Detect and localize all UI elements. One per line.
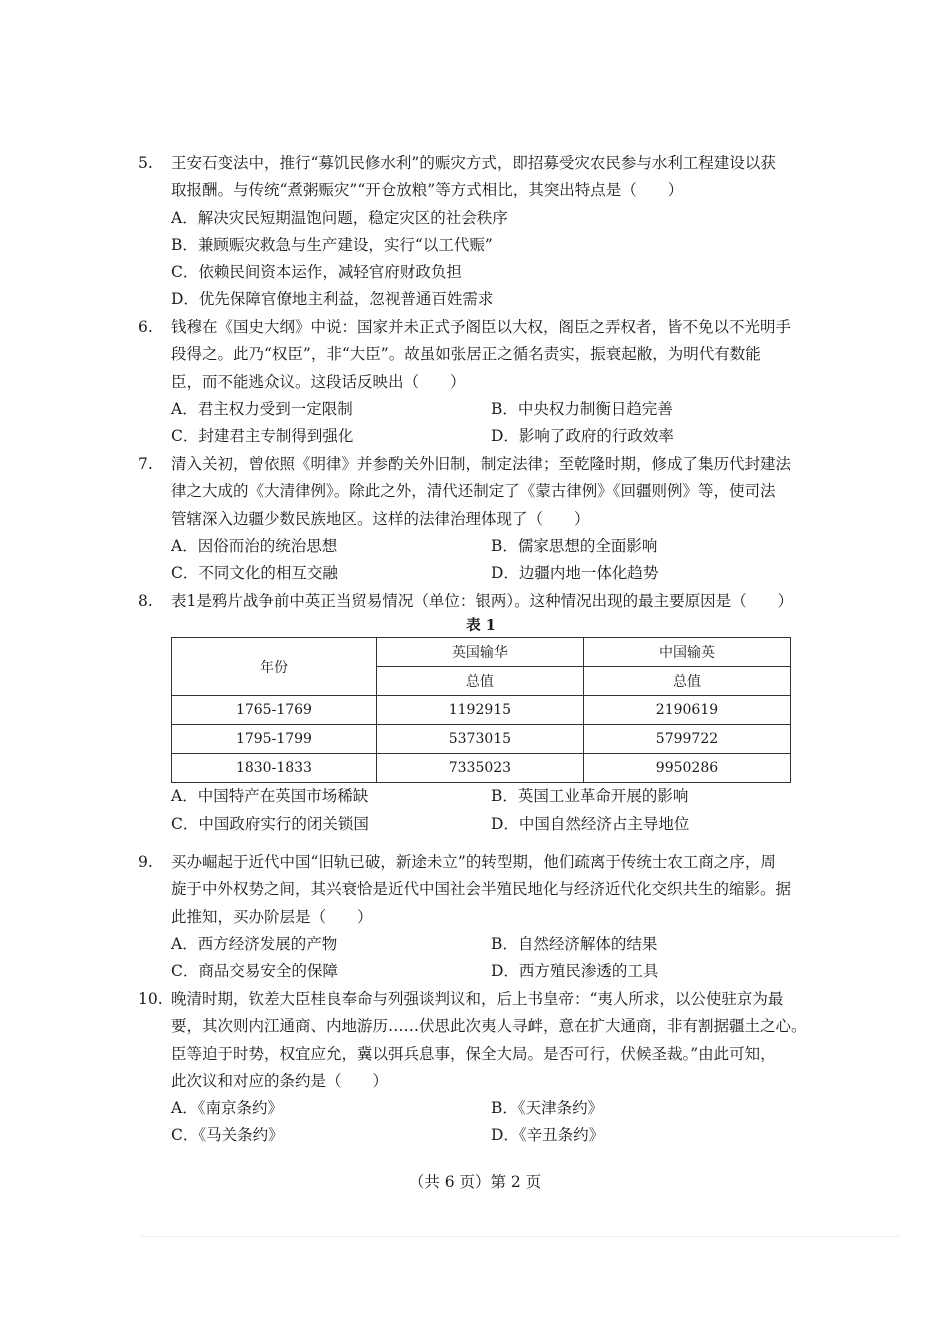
option-d: D．西方殖民渗透的工具: [491, 962, 659, 981]
stem-line: 此次议和对应的条约是（ ）: [171, 1071, 389, 1090]
option-c: C．封建君主专制得到强化: [171, 427, 354, 446]
option-b: B．儒家思想的全面影响: [491, 536, 658, 555]
question-5: [138, 150, 818, 314]
option-row: [171, 1122, 818, 1149]
option-c: C．中国政府实行的闭关锁国: [171, 814, 369, 833]
stem-line: 此推知，买办阶层是（ ）: [171, 907, 373, 926]
option-a: A．君主权力受到一定限制: [171, 399, 353, 418]
stem-line: 律之大成的《大清律例》。除此之外，清代还制定了《蒙古律例》《回疆则例》等，使司法: [171, 482, 776, 501]
question-stem: [171, 150, 818, 205]
cell-year: 1830-1833: [172, 754, 377, 783]
stem-line: 旋于中外权势之间，其兴衰恰是近代中国社会半殖民地化与经济近代化交织共生的缩影。据: [171, 880, 792, 899]
option-row: [171, 811, 818, 838]
option-row: [171, 958, 818, 985]
subheader-total: 总值: [376, 667, 583, 696]
question-number: 9.: [138, 853, 153, 871]
option-row: [171, 533, 818, 560]
option-d: D．《辛丑条约》: [491, 1126, 605, 1145]
question-number: 10.: [138, 990, 163, 1008]
option-b: B．自然经济解体的结果: [491, 934, 658, 953]
trade-table: [171, 637, 791, 783]
page-footer: （共 6 页）第 2 页: [408, 1173, 542, 1191]
stem-line: 钱穆在《国史大纲》中说：国家并未正式予阁臣以大权，阁臣之弄权者，皆不免以不光明手: [171, 318, 792, 336]
question-10: [138, 986, 818, 1150]
question-stem: [171, 588, 818, 615]
question-number: 7.: [138, 455, 153, 473]
table-row: [172, 725, 791, 754]
option-c: C．不同文化的相互交融: [171, 564, 338, 583]
option-a: A．因俗而治的统治思想: [171, 536, 338, 555]
question-8: [138, 588, 818, 838]
question-stem: [171, 451, 818, 533]
stem-line: 臣等迫于时势，权宜应允，冀以弭兵息事，保全大局。是否可行，伏候圣裁。”由此可知，: [171, 1044, 776, 1063]
stem-line: 取报酬。与传统“煮粥赈灾”“开仓放粮”等方式相比，其突出特点是（ ）: [171, 181, 684, 200]
question-stem: [171, 849, 818, 931]
divider: [140, 1236, 900, 1237]
cell-uk-value: 7335023: [376, 754, 583, 783]
option-row: [171, 423, 818, 450]
option-b: B．中央权力制衡日趋完善: [491, 399, 673, 418]
cell-cn-value: 2190619: [583, 696, 790, 725]
cell-year: 1765-1769: [172, 696, 377, 725]
option-row: [171, 783, 818, 810]
question-9: [138, 849, 818, 985]
question-number: 6.: [138, 318, 153, 336]
cell-cn-value: 5799722: [583, 725, 790, 754]
cell-uk-value: 1192915: [376, 696, 583, 725]
question-7: [138, 451, 818, 587]
option-d: D．影响了政府的行政效率: [491, 427, 674, 446]
option-a: A．《南京条约》: [171, 1099, 283, 1118]
option-row: [171, 931, 818, 958]
stem-line: 臣，而不能逃众议。这段话反映出（ ）: [171, 372, 466, 391]
table-row: [172, 696, 791, 725]
option-c: C．依赖民间资本运作，减轻官府财政负担: [171, 263, 462, 282]
question-number: 5.: [138, 154, 153, 172]
header-export-cn: 中国输英: [583, 638, 790, 667]
option-a: A．中国特产在英国市场稀缺: [171, 787, 369, 806]
question-stem: [171, 986, 818, 1095]
stem-line: 晚清时期，钦差大臣桂良奉命与列强谈判议和，后上书皇帝：“夷人所求，以公使驻京为最: [171, 990, 784, 1008]
cell-uk-value: 5373015: [376, 725, 583, 754]
question-6: [138, 314, 818, 450]
option-a: A．西方经济发展的产物: [171, 934, 338, 953]
table-caption: 表 1: [466, 617, 496, 635]
subheader-total: 总值: [583, 667, 790, 696]
table-row: [172, 754, 791, 783]
stem-line: 段得之。此乃“权臣”，非“大臣”。故虽如张居正之循名责实，振衰起敝，为明代有数能: [171, 345, 761, 364]
option-c: C．《马关条约》: [171, 1126, 284, 1145]
stem-line: 清入关初，曾依照《明律》并参酌关外旧制，制定法律；至乾隆时期，修成了集历代封建法: [171, 455, 792, 473]
option-d: D．优先保障官僚地主利益，忽视普通百姓需求: [171, 290, 494, 309]
stem-line: 要，其次则内江通商、内地游历……伏思此次夷人寻衅，意在扩大通商，非有割据疆土之心。: [171, 1017, 807, 1036]
cell-cn-value: 9950286: [583, 754, 790, 783]
stem-line: 王安石变法中，推行“募饥民修水利”的赈灾方式，即招募受灾农民参与水利工程建设以获: [171, 154, 776, 172]
option-a: A．解决灾民短期温饱问题，稳定灾区的社会秩序: [171, 208, 508, 227]
option-row: [171, 396, 818, 423]
stem-line: 表1是鸦片战争前中英正当贸易情况（单位：银两）。这种情况出现的最主要原因是（ ）: [171, 592, 794, 610]
stem-line: 买办崛起于近代中国“旧轨已破，新途未立”的转型期，他们疏离于传统士农工商之序，周: [171, 853, 776, 871]
stem-line: 管辖深入边疆少数民族地区。这样的法律治理体现了（ ）: [171, 509, 590, 528]
header-export-uk: 英国输华: [376, 638, 583, 667]
option-b: B．兼顾赈灾救急与生产建设，实行“以工代赈”: [171, 235, 493, 254]
cell-year: 1795-1799: [172, 725, 377, 754]
option-d: D．边疆内地一体化趋势: [491, 564, 659, 583]
option-c: C．商品交易安全的保障: [171, 962, 338, 981]
header-year: 年份: [172, 638, 377, 696]
question-number: 8.: [138, 592, 153, 610]
option-b: B．英国工业革命开展的影响: [491, 787, 689, 806]
option-row: [171, 560, 818, 587]
option-b: B．《天津条约》: [491, 1099, 604, 1118]
option-d: D．中国自然经济占主导地位: [491, 814, 690, 833]
question-stem: [171, 314, 818, 396]
option-row: [171, 1095, 818, 1122]
